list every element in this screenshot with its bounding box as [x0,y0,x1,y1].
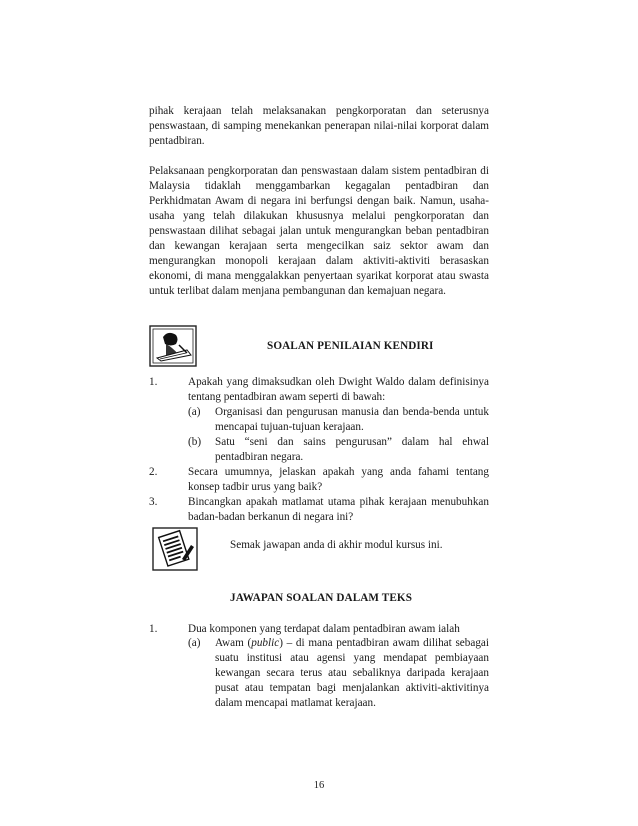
section-heading-self-assessment: SOALAN PENILAIAN KENDIRI [267,340,434,352]
question-number: 2. [149,466,158,478]
question-text: Secara umumnya, jelaskan apakah yang anda fahami tentang konsep tadbir urus yang baik? [188,466,489,493]
question-text: Apakah yang dimaksudkan oleh Dwight Waldo dalam definisinya tentang pentadbiran awam seperti di bawah: [188,376,489,403]
check-answers-note: Semak jawapan anda di akhir modul kursus ini. [230,539,443,551]
checklist-pencil-icon [152,527,198,571]
question-number: 1. [149,376,158,388]
option-text: Organisasi dan pengurusan manusia dan benda-benda untuk mencapai tujuan-tujuan kerajaan. [215,406,489,433]
option-label: (a) [188,637,201,649]
paragraph-privatization: Pelaksanaan pengkorporatan dan penswastaan dalam sistem pentadbiran di Malaysia tidaklah menggambarkan kegagalan pentadbiran dan Perkhidmatan Awam di negara ini berfungsi dengan baik. Namun, usaha-usaha yang telah dilakukan khususnya melalui pengkorporatan dan penswastaan dilihat sebagai jalan untuk mengurangkan beban pentadbiran dan kewangan kerajaan serta mengecilkan saiz sektor awam dan mengurangkan monopoli kerajaan dalam aktiviti-aktiviti berasaskan ekonomi, di mana menggalakkan penyertaan syarikat korporat atau swasta untuk terlibat dalam menjana pembangunan dan kemajuan negara. [149,165,489,297]
page-number: 16 [313,780,325,791]
question-text: Bincangkan apakah matlamat utama pihak kerajaan menubuhkan badan-badan berkanun di negara ini? [188,496,489,523]
option-text: Satu “seni dan sains pengurusan” dalam hal ehwal pentadbiran negara. [215,436,489,463]
option-text: Awam (public) – di mana pentadbiran awam dilihat sebagai suatu institusi atau agensi yang mendapat pembiayaan kewangan secara terus atau sebaliknya daripada kerajaan pusat atau tempatan bagi menjalankan aktiviti-aktivitinya dalam mencapai matlamat kerajaan. [215,637,489,709]
option-label: (b) [188,436,202,448]
student-writing-icon [149,325,197,367]
answer-text: Dua komponen yang terdapat dalam pentadbiran awam ialah [188,623,460,635]
option-label: (a) [188,406,201,418]
italic-term: public [251,637,280,649]
question-number: 3. [149,496,158,508]
section-heading-answers: JAWAPAN SOALAN DALAM TEKS [230,592,413,604]
paragraph-intro: pihak kerajaan telah melaksanakan pengkorporatan dan seterusnya penswastaan, di samping menekankan penerapan nilai-nilai korporat dalam pentadbiran. [149,105,489,147]
answer-number: 1. [149,623,158,635]
